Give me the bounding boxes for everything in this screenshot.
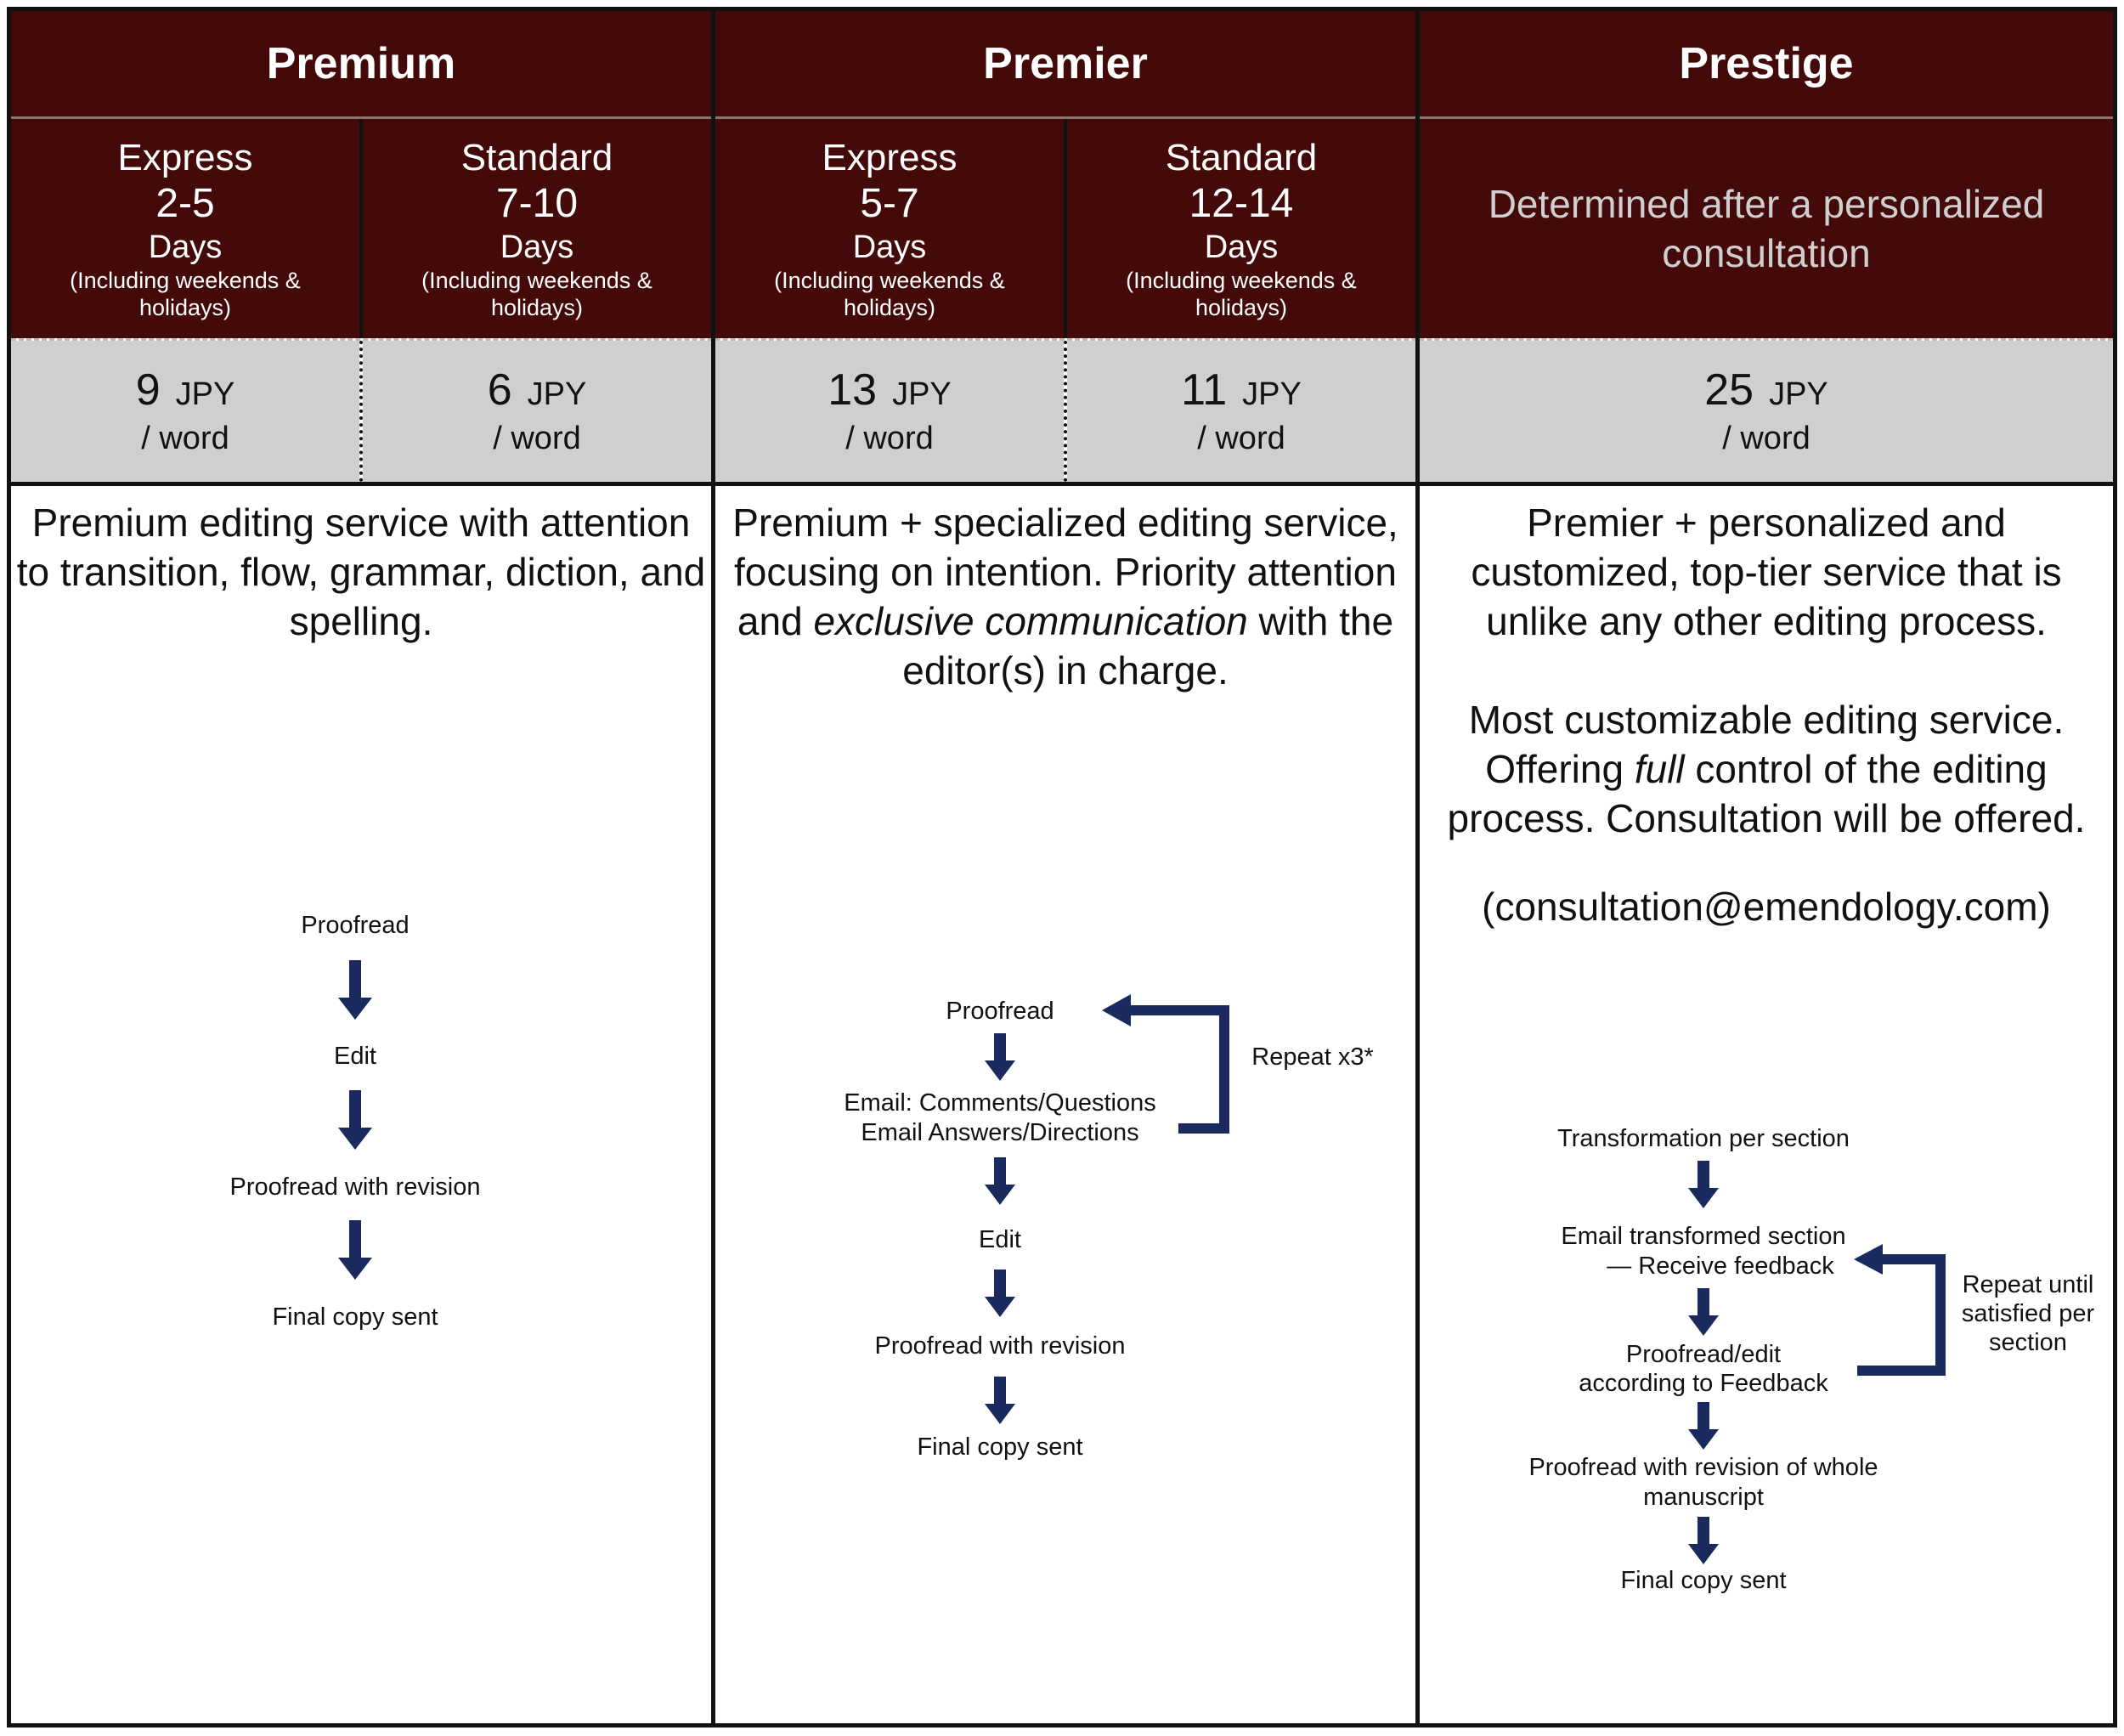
price-currency: JPY <box>892 376 952 412</box>
price-unit: / word <box>1722 420 1810 456</box>
price-unit: / word <box>845 420 934 456</box>
price-prestige <box>1420 341 2113 482</box>
price-premier-standard <box>1067 341 1415 482</box>
flow-step: Proofread <box>946 998 1054 1025</box>
contact-email[interactable]: (consultation@emendology.com) <box>1482 885 2051 929</box>
plan-title: Prestige <box>1679 39 1854 88</box>
speed-label: Standard <box>1165 137 1318 178</box>
down-arrow-icon <box>983 1157 1017 1207</box>
price-unit: / word <box>493 420 581 456</box>
price-premier-express <box>715 341 1064 482</box>
price-value: 6 <box>487 365 512 415</box>
day-range: 5-7 <box>860 181 919 226</box>
flow-step: Edit <box>334 1043 376 1070</box>
plan-title: Premium <box>266 39 456 88</box>
turnaround-premium-standard <box>363 119 711 338</box>
repeat-loop-arrow-icon <box>1852 1241 1954 1385</box>
price-value: 11 <box>1181 365 1228 415</box>
turnaround-prestige <box>1420 119 2113 338</box>
turnaround-premier-express <box>715 119 1064 338</box>
down-arrow-icon <box>1686 1517 1720 1566</box>
description-text: Premium editing service with attention to transition, flow, grammar, diction, and spelling. <box>16 500 706 643</box>
column-divider <box>1415 11 1420 1728</box>
price-currency: JPY <box>1769 376 1828 412</box>
price-currency: JPY <box>1242 376 1302 412</box>
repeat-label: Repeat until satisfied per section <box>1961 1271 2095 1356</box>
plan-header-premier <box>715 11 1415 116</box>
speed-label: Standard <box>460 137 613 178</box>
description-prestige <box>1431 498 2102 931</box>
price-unit: / word <box>141 420 229 456</box>
row-divider <box>11 482 2113 486</box>
flow-step: Final copy sent <box>917 1433 1083 1461</box>
consultation-note: Determined after a personalized consultation <box>1488 182 2045 275</box>
dotted-divider <box>359 341 363 482</box>
description-text: with the editor(s) in charge. <box>902 599 1394 693</box>
flow-step: Proofread <box>301 912 410 939</box>
flow-step: Email: Comments/Questions <box>844 1089 1156 1117</box>
description-text: Premium + specialized editing service, focusing on intention. Priority attention and <box>732 500 1398 643</box>
description-text: control of the editing process. Consultation will be offered. <box>1447 747 2086 840</box>
repeat-label: Repeat x3* <box>1251 1043 1374 1071</box>
down-arrow-icon <box>336 1090 374 1151</box>
days-note: (Including weekends & holidays) <box>1126 268 1357 320</box>
repeat-loop-arrow-icon <box>1100 994 1236 1139</box>
days-note: (Including weekends & holidays) <box>421 268 652 320</box>
flow-step: Proofread with revision <box>874 1332 1126 1360</box>
description-emphasis: exclusive communication <box>813 599 1248 643</box>
flow-step: Proofread/edit <box>1625 1341 1782 1368</box>
column-divider <box>359 119 363 338</box>
dotted-divider <box>1064 341 1067 482</box>
plan-header-premium <box>11 11 711 116</box>
flow-step: Email Answers/Directions <box>861 1119 1139 1146</box>
price-unit: / word <box>1197 420 1285 456</box>
turnaround-premier-standard <box>1067 119 1415 338</box>
flow-step: according to Feedback <box>1579 1370 1828 1397</box>
plan-title: Premier <box>983 39 1148 88</box>
flow-step: Proofread with revision of whole <box>1528 1454 1878 1481</box>
day-range: 2-5 <box>155 181 215 226</box>
down-arrow-icon <box>983 1033 1017 1083</box>
description-premium <box>15 498 707 646</box>
day-range: 7-10 <box>495 181 579 226</box>
speed-label: Express <box>822 137 957 178</box>
description-text: Premier + personalized and customized, top-tier service that is unlike any other editing process. <box>1471 500 2062 643</box>
down-arrow-icon <box>336 960 374 1021</box>
down-arrow-icon <box>336 1220 374 1281</box>
flow-step: Final copy sent <box>1620 1567 1787 1594</box>
price-premium-express <box>11 341 359 482</box>
plan-header-prestige <box>1420 11 2113 116</box>
description-emphasis: full <box>1634 747 1685 791</box>
flow-step: Final copy sent <box>272 1303 438 1331</box>
days-label: Days <box>1204 229 1279 265</box>
description-text: Most customizable editing service. Offering <box>1468 698 2065 791</box>
flow-step: Email transformed section <box>1561 1223 1846 1250</box>
price-value: 9 <box>135 365 161 415</box>
price-currency: JPY <box>175 376 235 412</box>
days-label: Days <box>500 229 574 265</box>
down-arrow-icon <box>1686 1402 1720 1451</box>
down-arrow-icon <box>983 1269 1017 1319</box>
price-currency: JPY <box>527 376 587 412</box>
turnaround-premium-express <box>11 119 359 338</box>
days-label: Days <box>148 229 223 265</box>
flow-step: Proofread with revision <box>229 1173 481 1201</box>
down-arrow-icon <box>983 1377 1017 1426</box>
column-divider <box>711 11 715 1728</box>
speed-label: Express <box>117 137 253 178</box>
flow-step: Transformation per section <box>1557 1125 1850 1152</box>
price-premium-standard <box>363 341 711 482</box>
days-note: (Including weekends & holidays) <box>70 268 301 320</box>
description-premier <box>720 498 1410 695</box>
down-arrow-icon <box>1686 1161 1720 1210</box>
price-value: 13 <box>828 365 878 415</box>
flow-step: — Receive feedback <box>1607 1253 1834 1280</box>
days-label: Days <box>852 229 927 265</box>
price-value: 25 <box>1704 365 1754 415</box>
column-divider <box>1064 119 1067 338</box>
down-arrow-icon <box>1686 1288 1720 1337</box>
flow-step: manuscript <box>1643 1484 1764 1511</box>
days-note: (Including weekends & holidays) <box>774 268 1005 320</box>
flow-step: Edit <box>979 1226 1021 1253</box>
day-range: 12-14 <box>1189 181 1294 226</box>
